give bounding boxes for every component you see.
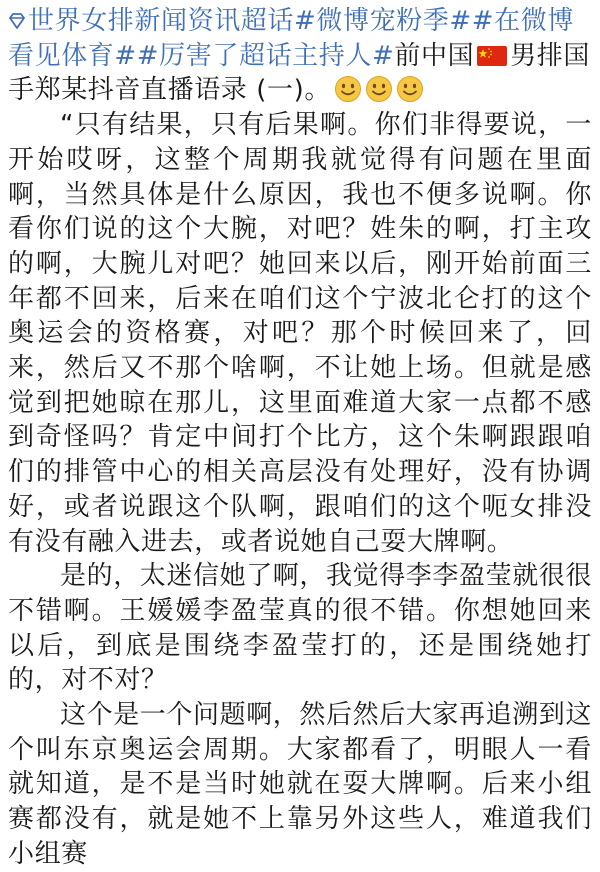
quote-paragraph-1: “只有结果，只有后果啊。你们非得要说，一开始哎呀，这整个周期我就觉得有问题在里面啊，当然具体是什么原因，我也不便多说啊。你看你们说的这个大腕，对吧？姓朱的啊，打主攻的啊，大腕儿对吧？她回来以后，刚开始前面三年都不回来，后来在咱们这个宁波北仑打的这个奥运会的资格赛，对吧？那个时候回来了，回来，然后又不那个啥啊，不让她上场。但就是感觉到把她晾在那儿，这里面难道大家一点都不感到奇怪吗？肯定中间打个比方，这个朱啊跟跟咱们的排管中心的相关高层没有处理好，没有协调好，或者说跟这个队啊，跟咱们的这个呃女排没有没有融入进去，或者说她自己耍大牌啊。 — [8, 110, 592, 557]
smile-emoji-icon — [334, 75, 362, 103]
intro-text-after-flag: 男排国手郑某抖音直播语录 (一)。 — [8, 40, 590, 106]
quote-paragraph-2: 是的，太迷信她了啊，我觉得李李盈莹就很很不错啊。王媛媛李盈莹真的很不错。你想她回来以后，到底是围绕李盈莹打的，还是围绕她打的，对不对？ — [8, 561, 593, 696]
smile-emoji-icon — [365, 75, 393, 103]
super-topic-diamond-icon — [8, 12, 26, 30]
super-topic-label: 世界女排新闻资讯超话 — [28, 6, 295, 36]
china-flag-icon — [477, 46, 507, 66]
super-topic-link[interactable] — [8, 6, 294, 36]
hashtag-super-topic-host[interactable]: #厉害了超话主持人# — [136, 40, 395, 71]
intro-text-before-flag: 前中国 — [394, 40, 475, 71]
post-header — [8, 4, 592, 108]
hashtag-weibo-fan-season[interactable]: #微博宠粉季# — [294, 6, 472, 36]
smile-emoji-icon — [396, 75, 424, 103]
hashtag-see-sports-on-weibo[interactable]: #在微博看见体育# — [8, 6, 574, 71]
quote-paragraph-3: 这个是一个问题啊，然后然后大家再追溯到这个叫东京奥运会周期。大家都看了，明眼人一看就知道，是不是当时她就在耍大牌啊。后来小组赛都没有，就是她不上靠另外这些人，难道我们小组赛 — [8, 700, 593, 869]
